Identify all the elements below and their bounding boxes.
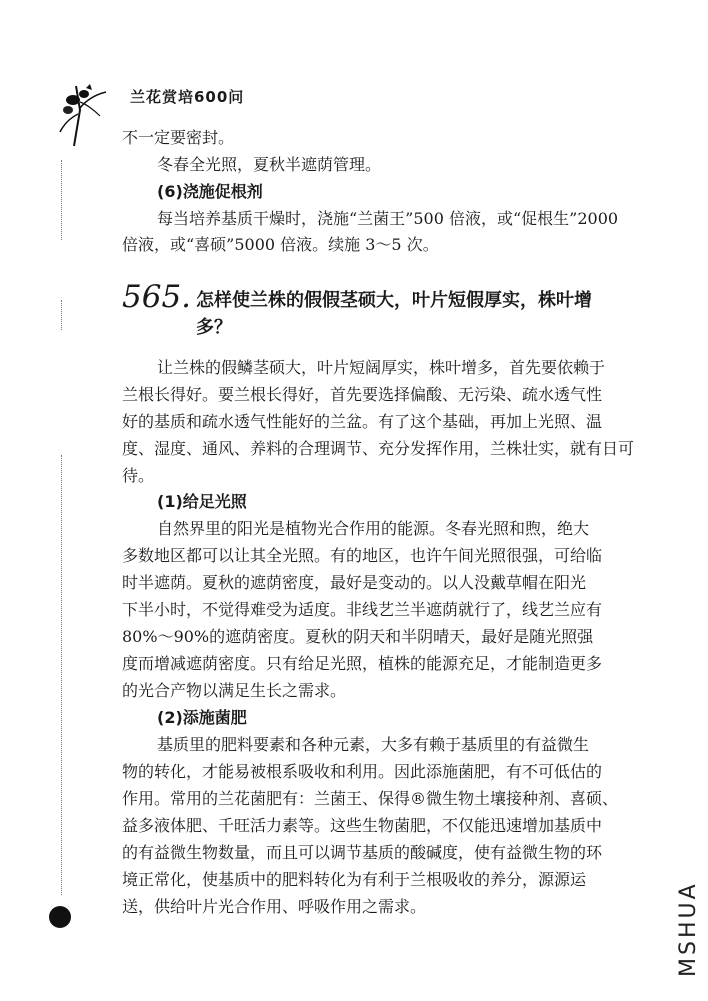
text-line: 兰根长得好。要兰根长得好，首先要选择偏酸、无污染、疏水透气性 (122, 385, 603, 404)
text-line: 每当培养基质干燥时，浇施“兰菌王”500 倍液，或“促根生”2000 (157, 209, 619, 228)
text-line: 的光合产物以满足生长之需求。 (122, 681, 347, 700)
margin-rule (61, 160, 64, 240)
subheading: (6)浇施促根剂 (157, 182, 263, 201)
question-title-line1: 怎样使兰株的假假茎硕大，叶片短假厚实，株叶增 (196, 290, 592, 311)
watermark: MSHUA (676, 881, 701, 977)
subheading: (2)添施菌肥 (157, 708, 247, 727)
text-line: 自然界里的阳光是植物光合作用的能源。冬春光照和煦，绝大 (157, 519, 590, 538)
text-line: 冬春全光照，夏秋半遮荫管理。 (157, 155, 382, 174)
text-line: 好的基质和疏水透气性能好的兰盆。有了这个基础，再加上光照、温 (122, 412, 603, 431)
text-line: 倍液，或“喜硕”5000 倍液。续施 3～5 次。 (122, 235, 439, 254)
page-marker-icon (49, 906, 71, 928)
orchid-ornament-icon (56, 80, 108, 150)
text-line: 作用。常用的兰花菌肥有：兰菌王、保得®微生物土壤接种剂、喜硕、 (122, 789, 619, 808)
text-line: 下半小时，不觉得难受为适度。非线艺兰半遮荫就行了，线艺兰应有 (122, 600, 603, 619)
margin-rule (61, 300, 64, 330)
text-line: 多数地区都可以让其全光照。有的地区，也许午间光照很强，可给临 (122, 546, 603, 565)
text-line: 80%～90%的遮荫密度。夏秋的阴天和半阴晴天，最好是随光照强 (122, 627, 594, 646)
text-line: 送，供给叶片光合作用、呼吸作用之需求。 (122, 897, 427, 916)
text-line: 的有益微生物数量，而且可以调节基质的酸碱度，使有益微生物的环 (122, 843, 603, 862)
text-line: 时半遮荫。夏秋的遮荫密度，最好是变动的。以人没戴草帽在阳光 (122, 573, 587, 592)
question-number: 565. (122, 279, 192, 315)
question-title-line2: 多？ (196, 317, 232, 338)
text-line: 度、湿度、通风、养料的合理调节、充分发挥作用，兰株壮实，就有日可 (122, 439, 635, 458)
text-line: 待。 (122, 466, 155, 485)
text-line: 物的转化，才能易被根系吸收和利用。因此添施菌肥，有不可低估的 (122, 762, 603, 781)
margin-rule (61, 455, 64, 895)
text-line: 让兰株的假鳞茎硕大，叶片短阔厚实，株叶增多，首先要依赖于 (157, 358, 606, 377)
subheading: (1)给足光照 (157, 492, 247, 511)
text-line: 益多液体肥、千旺活力素等。这些生物菌肥，不仅能迅速增加基质中 (122, 816, 603, 835)
running-title: 兰花赏培600问 (130, 88, 245, 106)
text-line: 基质里的肥料要素和各种元素，大多有赖于基质里的有益微生 (157, 735, 590, 754)
text-line: 境正常化，使基质中的肥料转化为有利于兰根吸收的养分，源源运 (122, 870, 587, 889)
text-line: 不一定要密封。 (122, 128, 235, 147)
text-line: 度而增减遮荫密度。只有给足光照，植株的能源充足，才能制造更多 (122, 654, 603, 673)
